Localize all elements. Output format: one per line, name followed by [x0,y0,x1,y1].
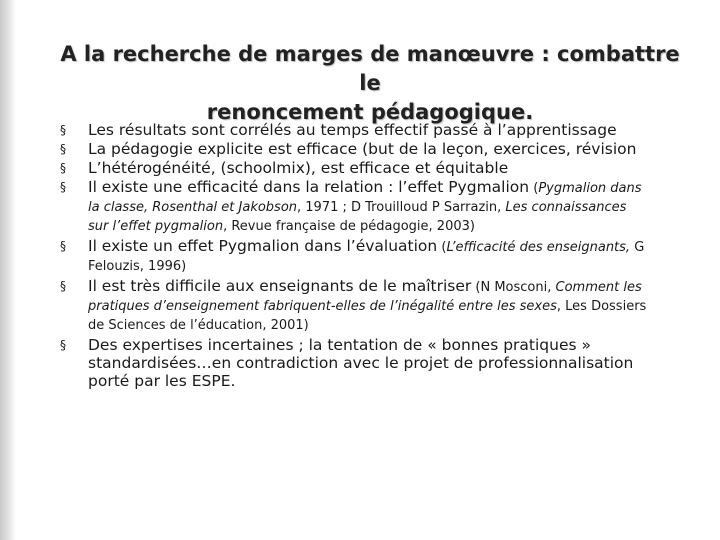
bullet-list [60,121,650,391]
bullet-marker-icon: § [60,239,66,253]
reference-details: , 1971 ; D Trouilloud P Sarrazin, [297,200,506,215]
list-item [60,178,650,235]
bullet-text: Il existe un effet Pygmalion dans l’évaluation [88,237,438,255]
slide-title-line-1: A la recherche de marges de manœuvre : combattre le [60,42,680,95]
list-item [60,277,650,334]
bullet-marker-icon: § [60,338,66,352]
bullet-text: L’hétérogénéité, (schoolmix), est efficace et équitable [88,159,509,177]
bullet-marker-icon: § [60,180,66,194]
reference-title: L’efficacité des enseignants, [446,240,635,255]
reference-title: Les connaissances sur l’effet pygmalion [88,200,627,234]
left-decorative-band [0,0,16,540]
list-item [60,159,650,177]
list-item [60,140,650,158]
reference-title: Comment les pratiques d’enseignement fabriquent-elles de l’inégalité entre les sexes [88,280,642,314]
bullet-marker-icon: § [60,142,66,156]
bullet-text: Des expertises incertaines ; la tentation de « bonnes pratiques » standardisées…en contradiction avec le projet de professionnalisation porté par les ESPE. [88,336,634,390]
slide-title [50,40,690,127]
reference-details: , Les Dossiers de Sciences de l’éducation, 2001) [88,299,647,333]
reference-details: G Felouzis, 1996) [88,240,645,274]
reference-open: (N Mosconi, [471,280,556,295]
reference-title: Pygmalion dans la classe, Rosenthal et Jakobson [88,181,642,215]
bullet-text: Les résultats sont corrélés au temps effectif passé à l’apprentissage [88,121,617,139]
reference-details: , Revue française de pédagogie, 2003) [223,219,475,234]
bullet-marker-icon: § [60,123,66,137]
bullet-marker-icon: § [60,279,66,293]
list-item [60,237,650,275]
bullet-text: Il existe une efficacité dans la relation : l’effet Pygmalion [88,178,530,196]
bullet-text: Il est très difficile aux enseignants de le maîtriser [88,277,472,295]
bullet-text: La pédagogie explicite est efficace (but de la leçon, exercices, révision [88,140,637,158]
reference-open: ( [437,240,447,255]
list-item [60,336,650,390]
list-item [60,121,650,139]
bullet-marker-icon: § [60,161,66,175]
slide-title-line-2: renoncement pédagogique. [206,100,534,124]
reference-open: ( [529,181,539,196]
